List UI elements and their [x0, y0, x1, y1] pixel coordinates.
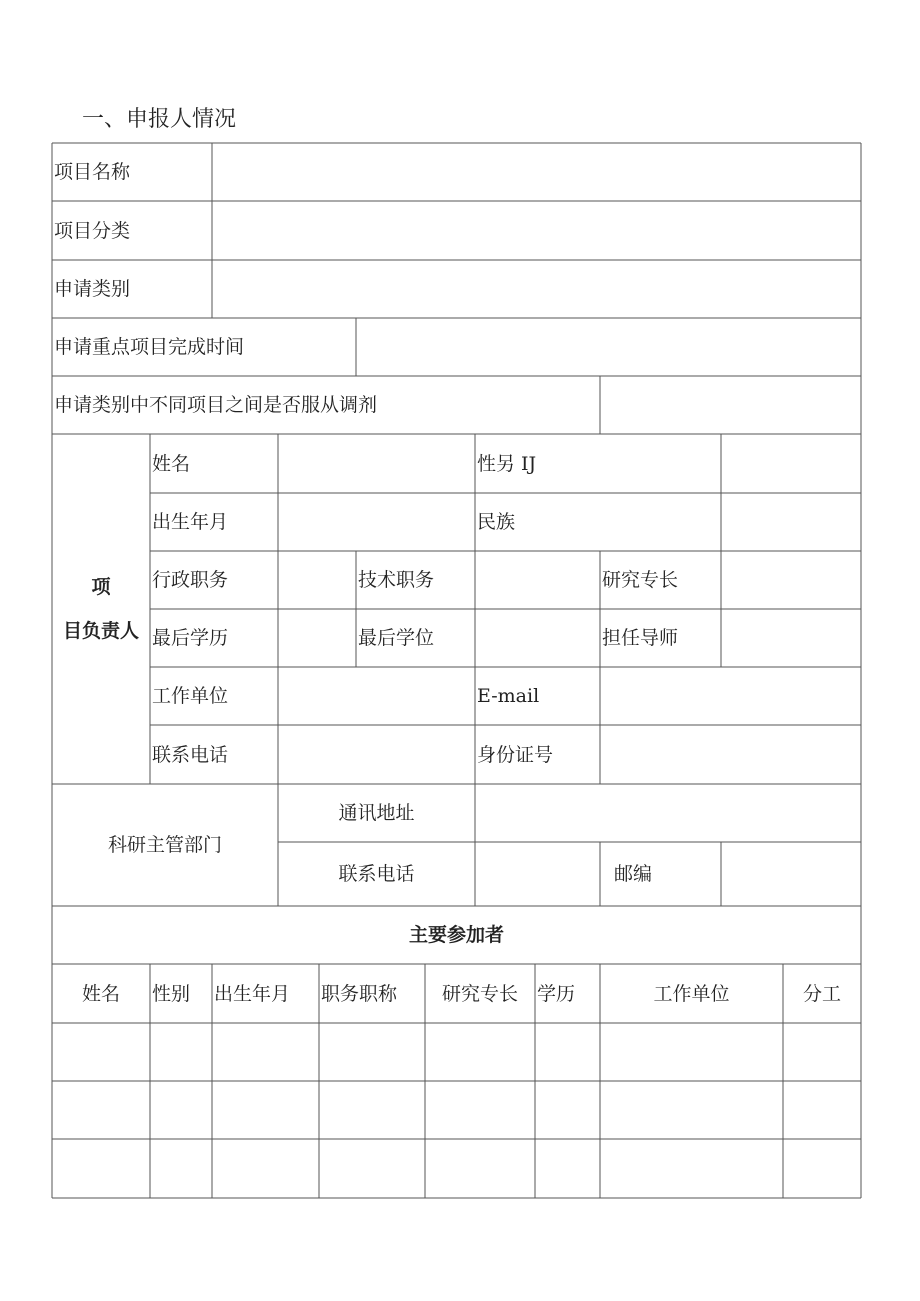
participants-row[interactable]: [52, 1139, 861, 1198]
dept-phone-field[interactable]: [475, 842, 600, 906]
leader-group-label: [52, 434, 150, 784]
leader-research-label: 研究专长: [602, 569, 679, 591]
leader-name-label: 姓名: [152, 452, 191, 475]
participants-header-birth: 出生年月: [214, 982, 291, 1005]
participants-row[interactable]: [52, 1081, 861, 1139]
completion-time-field[interactable]: [356, 318, 861, 376]
leader-education-label: 最后学历: [152, 627, 229, 649]
completion-time-label: 申请重点项目完成时间: [54, 336, 245, 358]
apply-type-field[interactable]: [212, 260, 861, 318]
participants-header-title: 职务职称: [321, 982, 398, 1005]
dept-postcode-label: 邮编: [614, 863, 653, 885]
participants-header-research: 研究专长: [441, 982, 518, 1005]
leader-workplace-field[interactable]: [278, 667, 475, 725]
leader-ethnicity-field[interactable]: [721, 493, 861, 551]
leader-name-field[interactable]: [278, 434, 475, 493]
participants-header-gender: 性别: [152, 982, 191, 1005]
leader-workplace-label: 工作单位: [152, 685, 229, 707]
leader-tech-post-label: 技术职务: [358, 569, 435, 591]
participants-header-name: 姓名: [81, 982, 120, 1005]
leader-ethnicity-label: 民族: [477, 511, 516, 533]
dept-address-field[interactable]: [475, 784, 861, 842]
leader-group-label-line2: 目负责人: [62, 620, 139, 642]
leader-advisor-label: 担任导师: [602, 627, 679, 649]
section-title: 一、申报人情况: [82, 107, 237, 132]
leader-admin-post-field[interactable]: [278, 551, 356, 609]
leader-birth-label: 出生年月: [152, 511, 229, 533]
leader-education-field[interactable]: [278, 609, 356, 667]
project-category-label: 项目分类: [54, 219, 131, 242]
leader-phone-label: 联系电话: [152, 743, 229, 766]
dept-phone-label: 联系电话: [338, 863, 415, 885]
project-name-label: 项目名称: [54, 161, 131, 183]
project-category-field[interactable]: [212, 201, 861, 260]
participants-row[interactable]: [52, 1023, 861, 1081]
leader-id-label: 身份证号: [477, 743, 554, 766]
apply-type-label: 申请类别: [54, 278, 131, 300]
leader-research-field[interactable]: [721, 551, 861, 609]
leader-birth-field[interactable]: [278, 493, 475, 551]
leader-gender-label: 性另 IJ: [477, 452, 537, 475]
dept-label: 科研主管部门: [107, 834, 222, 856]
leader-degree-label: 最后学位: [358, 627, 435, 649]
obey-adjust-field[interactable]: [600, 376, 861, 434]
leader-phone-field[interactable]: [278, 725, 475, 784]
leader-degree-field[interactable]: [475, 609, 600, 667]
participants-title: 主要参加者: [408, 924, 504, 946]
participants-header-workplace: 工作单位: [653, 982, 730, 1005]
project-name-field[interactable]: [212, 143, 861, 201]
leader-email-field[interactable]: [600, 667, 861, 725]
leader-gender-field[interactable]: [721, 434, 861, 493]
obey-adjust-label: 申请类别中不同项目之间是否服从调剂: [54, 394, 378, 416]
leader-tech-post-field[interactable]: [475, 551, 600, 609]
leader-id-field[interactable]: [600, 725, 861, 784]
leader-email-label: E-mail: [477, 685, 540, 707]
leader-advisor-field[interactable]: [721, 609, 861, 667]
participants-header-education: 学历: [537, 982, 576, 1005]
dept-postcode-field[interactable]: [721, 842, 861, 906]
leader-admin-post-label: 行政职务: [152, 569, 229, 591]
leader-group-label-line1: 项: [91, 576, 111, 598]
participants-header-role: 分工: [802, 982, 841, 1005]
dept-address-label: 通讯地址: [338, 802, 415, 824]
